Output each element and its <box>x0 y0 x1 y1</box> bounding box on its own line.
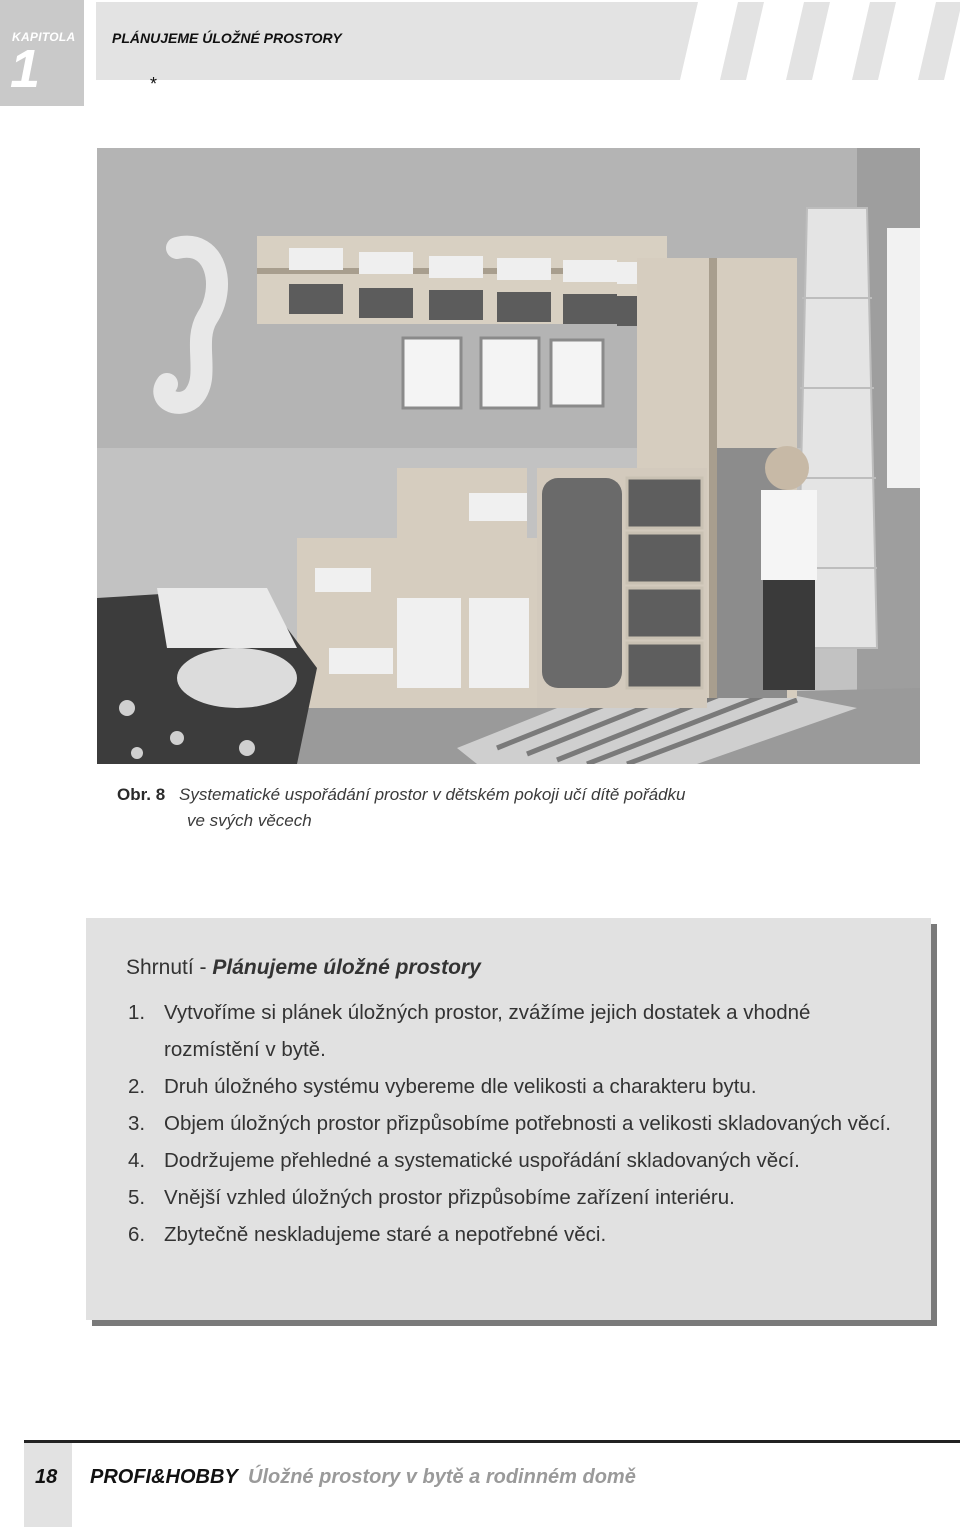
children-room-photo <box>97 148 920 764</box>
summary-item-number: 6. <box>128 1223 146 1246</box>
figure-label: Obr. 8 <box>117 785 166 804</box>
summary-item <box>128 1105 908 1142</box>
summary-heading-prefix: Shrnutí - <box>126 956 213 979</box>
summary-item-number: 5. <box>128 1186 146 1209</box>
summary-item-text: Druh úložného systému vybereme dle velikosti a charakteru bytu. <box>164 1075 757 1098</box>
summary-item <box>128 1068 908 1105</box>
summary-item <box>128 1179 908 1216</box>
summary-item-text: Vytvoříme si plánek úložných prostor, zvážíme jejich dostatek a vhodné rozmístění v bytě. <box>164 1001 811 1061</box>
summary-item <box>128 994 908 1068</box>
footer-book-title: Úložné prostory v bytě a rodinném domě <box>248 1466 636 1488</box>
summary-item <box>128 1216 908 1253</box>
figure-caption <box>117 782 685 834</box>
summary-item-text: Zbytečně neskladujeme staré a nepotřebné věci. <box>164 1223 607 1246</box>
summary-item <box>128 1142 908 1179</box>
summary-box <box>86 918 931 1320</box>
summary-item-number: 4. <box>128 1149 146 1172</box>
footer-brand: PROFI&HOBBY <box>90 1466 238 1488</box>
summary-item-number: 2. <box>128 1075 146 1098</box>
chapter-number: 1 <box>10 39 41 99</box>
summary-list <box>128 994 908 1253</box>
chapter-label: KAPITOLA <box>12 30 76 44</box>
summary-item-number: 1. <box>128 1001 146 1024</box>
caption-line-2: ve svých věcech <box>187 811 312 830</box>
chapter-title: PLÁNUJEME ÚLOŽNÉ PROSTORY <box>112 30 342 46</box>
summary-item-text: Objem úložných prostor přizpůsobíme potřebnosti a velikosti skladovaných věcí. <box>164 1112 891 1135</box>
page-number: 18 <box>35 1466 58 1488</box>
footer-rule <box>24 1440 960 1443</box>
caption-line-1: Systematické uspořádání prostor v dětském pokoji učí dítě pořádku <box>179 785 686 804</box>
summary-item-text: Dodržujeme přehledné a systematické uspořádání skladovaných věcí. <box>164 1149 800 1172</box>
header-stripes-decoration <box>680 2 960 80</box>
summary-item-number: 3. <box>128 1112 146 1135</box>
summary-item-text: Vnější vzhled úložných prostor přizpůsobíme zařízení interiéru. <box>164 1186 735 1209</box>
summary-heading-emphasis: Plánujeme úložné prostory <box>212 956 481 979</box>
asterisk-mark: * <box>150 74 158 94</box>
summary-heading <box>126 956 481 980</box>
